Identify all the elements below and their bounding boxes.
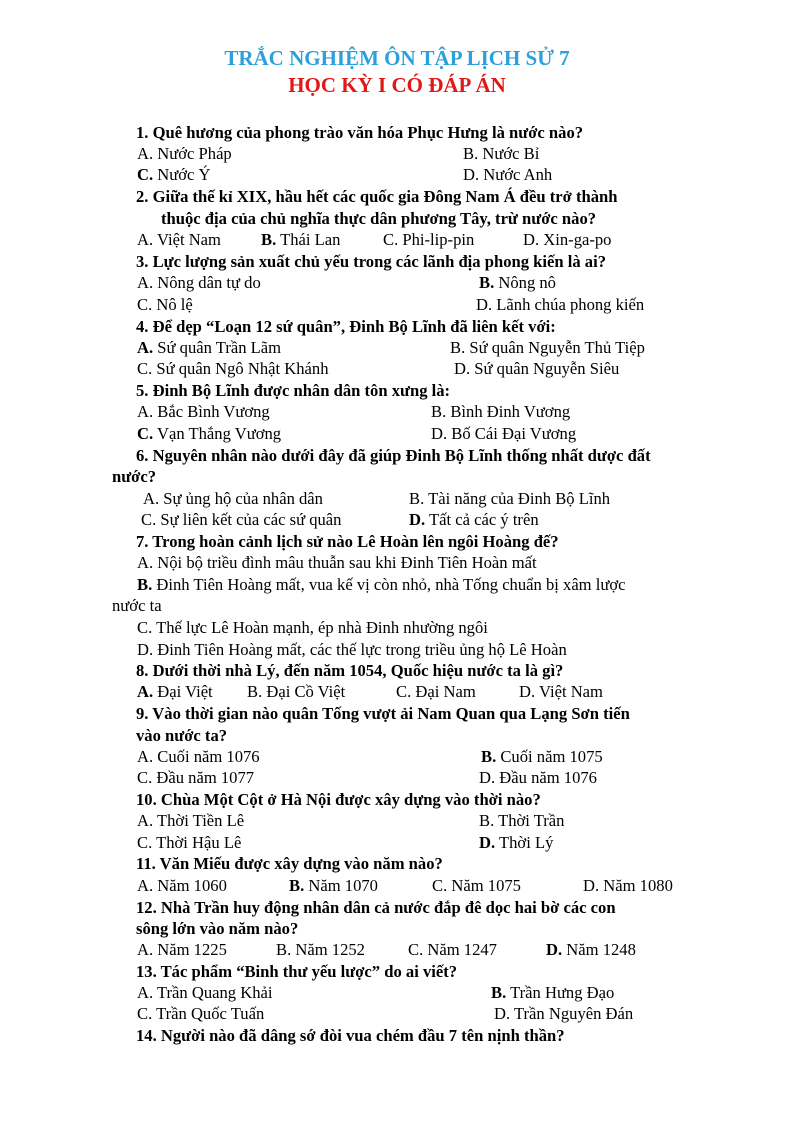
q10-option-c: C. Thời Hậu Lê <box>137 833 242 852</box>
q11-option-b: B. Năm 1070 <box>289 876 378 895</box>
question-1: 1. Quê hương của phong trào văn hóa Phục Hưng là nước nào? <box>136 123 584 142</box>
q10-option-b: B. Thời Trần <box>479 811 565 830</box>
q3-option-c: C. Nô lệ <box>137 295 193 314</box>
answer-key: B. <box>289 876 305 895</box>
q4-option-c: C. Sứ quân Ngô Nhật Khánh <box>137 359 329 378</box>
q8-option-b: B. Đại Cồ Việt <box>247 682 346 701</box>
q6-option-c: C. Sự liên kết của các sứ quân <box>141 510 342 529</box>
question-14: 14. Người nào đã dâng sớ đòi vua chém đầu 7 tên nịnh thần? <box>136 1026 565 1045</box>
q7-option-d: D. Đinh Tiên Hoàng mất, các thế lực trong triều ủng hộ Lê Hoàn <box>137 640 567 659</box>
q13-option-d: D. Trần Nguyên Đán <box>494 1004 634 1023</box>
question-10: 10. Chùa Một Cột ở Hà Nội được xây dựng vào thời nào? <box>136 790 541 809</box>
answer-key: B. <box>261 230 277 249</box>
document-subtitle: HỌC KỲ I CÓ ĐÁP ÁN <box>288 73 506 97</box>
q11-option-d: D. Năm 1080 <box>583 876 673 895</box>
q9-option-b: B. Cuối năm 1075 <box>481 747 603 766</box>
q2-option-a: A. Việt Nam <box>137 230 221 249</box>
q13-option-c: C. Trần Quốc Tuấn <box>137 1004 265 1023</box>
q8-option-c: C. Đại Nam <box>396 682 476 701</box>
q8-option-d: D. Việt Nam <box>519 682 603 701</box>
q1-option-c: C. Nước Ý <box>137 165 211 184</box>
q2-option-b: B. Thái Lan <box>261 230 341 249</box>
q7-option-b: B. Đinh Tiên Hoàng mất, vua kế vị còn nhỏ, nhà Tống chuẩn bị xâm lược <box>137 575 626 594</box>
q9-option-a: A. Cuối năm 1076 <box>137 747 260 766</box>
question-9-cont: vào nước ta? <box>136 726 228 745</box>
q5-option-c: C. Vạn Thắng Vương <box>137 424 282 443</box>
q1-option-d: D. Nước Anh <box>463 165 553 184</box>
answer-key: D. <box>409 510 426 529</box>
question-6: 6. Nguyên nhân nào dưới đây đã giúp Đinh Bộ Lĩnh thống nhất dược đất <box>136 446 651 465</box>
question-5: 5. Đinh Bộ Lĩnh được nhân dân tôn xưng là: <box>136 381 451 400</box>
answer-key: D. <box>546 940 563 959</box>
q7-option-b-cont: nước ta <box>112 596 162 615</box>
q2-option-c: C. Phi-lip-pin <box>383 230 475 249</box>
q4-option-d: D. Sứ quân Nguyễn Siêu <box>454 359 620 378</box>
answer-key: B. <box>479 273 495 292</box>
question-12-cont: sông lớn vào năm nào? <box>136 919 299 938</box>
q12-option-b: B. Năm 1252 <box>276 940 365 959</box>
q1-option-b: B. Nước Bỉ <box>463 144 540 163</box>
q9-option-d: D. Đầu năm 1076 <box>479 768 597 787</box>
answer-key: C. <box>137 165 154 184</box>
q4-option-a: A. Sứ quân Trần Lãm <box>137 338 282 357</box>
q13-option-a: A. Trần Quang Khải <box>137 983 273 1002</box>
question-11: 11. Văn Miếu được xây dựng vào năm nào? <box>136 854 443 873</box>
q3-option-a: A. Nông dân tự do <box>137 273 261 292</box>
q12-option-c: C. Năm 1247 <box>408 940 497 959</box>
q7-option-a: A. Nội bộ triều đình mâu thuẫn sau khi Đinh Tiên Hoàn mất <box>137 553 537 572</box>
q2-option-d: D. Xin-ga-po <box>523 230 612 249</box>
question-2-cont: thuộc địa của chủ nghĩa thực dân phương Tây, trừ nước nào? <box>161 209 597 228</box>
q1-option-a: A. Nước Pháp <box>137 144 232 163</box>
q6-option-b: B. Tài năng của Đinh Bộ Lĩnh <box>409 489 611 508</box>
q11-option-a: A. Năm 1060 <box>137 876 227 895</box>
answer-key: C. <box>137 424 154 443</box>
question-12: 12. Nhà Trần huy động nhân dân cả nước đắp đê dọc hai bờ các con <box>136 898 616 917</box>
q3-option-d: D. Lãnh chúa phong kiến <box>476 295 645 314</box>
question-8: 8. Dưới thời nhà Lý, đến năm 1054, Quốc hiệu nước ta là gì? <box>136 661 564 680</box>
question-3: 3. Lực lượng sản xuất chủ yếu trong các lãnh địa phong kiến là ai? <box>136 252 607 271</box>
answer-key: A. <box>137 338 154 357</box>
q8-option-a: A. Đại Việt <box>137 682 213 701</box>
document-title: TRẮC NGHIỆM ÔN TẬP LỊCH SỬ 7 <box>224 46 570 70</box>
q4-option-b: B. Sứ quân Nguyễn Thủ Tiệp <box>450 338 645 357</box>
q5-option-a: A. Bắc Bình Vương <box>137 402 270 421</box>
q10-option-a: A. Thời Tiền Lê <box>137 811 245 830</box>
q5-option-b: B. Bình Đinh Vương <box>431 402 571 421</box>
q12-option-a: A. Năm 1225 <box>137 940 227 959</box>
answer-key: A. <box>137 682 154 701</box>
q10-option-d: D. Thời Lý <box>479 833 554 852</box>
question-4: 4. Để dẹp “Loạn 12 sứ quân”, Đinh Bộ Lĩnh đã liên kết với: <box>136 317 556 336</box>
answer-key: B. <box>137 575 153 594</box>
question-6-cont: nước? <box>112 467 157 486</box>
q7-option-c: C. Thế lực Lê Hoàn mạnh, ép nhà Đinh nhường ngôi <box>137 618 488 637</box>
answer-key: D. <box>479 833 496 852</box>
q9-option-c: C. Đầu năm 1077 <box>137 768 255 787</box>
q6-option-d: D. Tất cả các ý trên <box>409 510 539 529</box>
q5-option-d: D. Bố Cái Đại Vương <box>431 424 577 443</box>
q12-option-d: D. Năm 1248 <box>546 940 636 959</box>
answer-key: B. <box>481 747 497 766</box>
question-9: 9. Vào thời gian nào quân Tống vượt ải Nam Quan qua Lạng Sơn tiến <box>136 704 630 723</box>
q11-option-c: C. Năm 1075 <box>432 876 521 895</box>
answer-key: B. <box>491 983 507 1002</box>
q3-option-b: B. Nông nô <box>479 273 556 292</box>
question-13: 13. Tác phẩm “Binh thư yếu lược” do ai viết? <box>136 962 458 981</box>
q6-option-a: A. Sự ủng hộ của nhân dân <box>143 489 323 508</box>
question-2: 2. Giữa thế kỉ XIX, hầu hết các quốc gia Đông Nam Á đều trở thành <box>136 187 618 206</box>
q13-option-b: B. Trần Hưng Đạo <box>491 983 615 1002</box>
question-7: 7. Trong hoàn cảnh lịch sử nào Lê Hoàn lên ngôi Hoàng đế? <box>136 532 559 551</box>
